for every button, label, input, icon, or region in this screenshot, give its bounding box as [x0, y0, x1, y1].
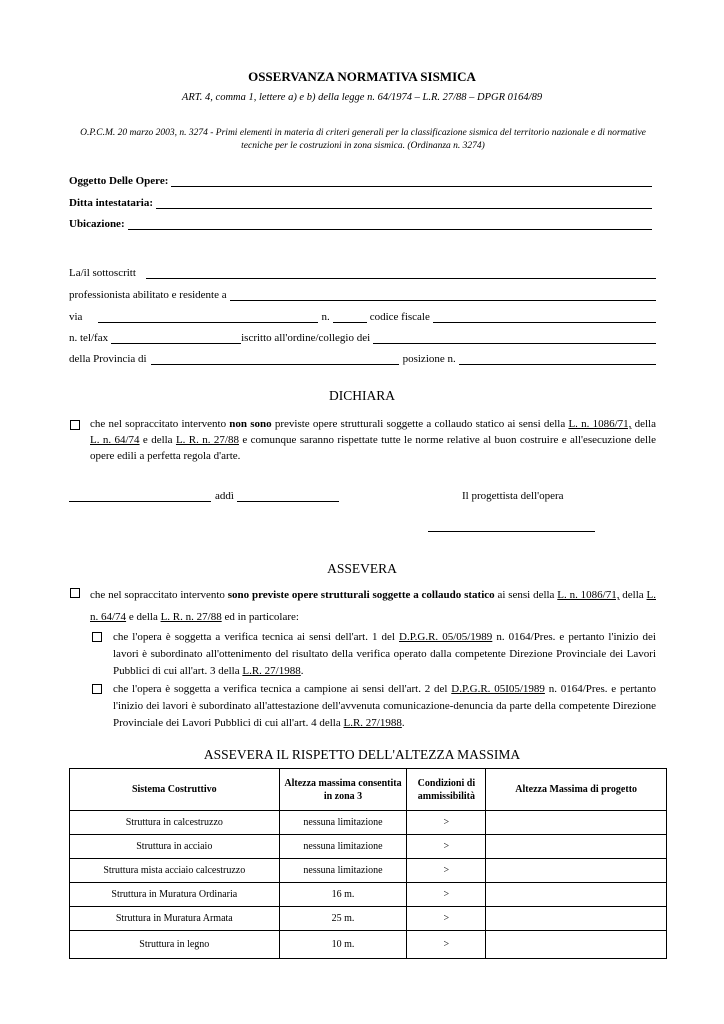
- cell-progetto-input[interactable]: [486, 859, 667, 883]
- altezza-table: [69, 768, 667, 959]
- sottoscritt-row: [69, 267, 656, 279]
- table-row: [70, 859, 667, 883]
- cell-altezza: 16 m.: [279, 883, 407, 907]
- cell-condizioni: >: [407, 859, 486, 883]
- oggetto-row: [69, 175, 652, 187]
- cell-sistema: Struttura mista acciaio calcestruzzo: [70, 859, 280, 883]
- numero-input[interactable]: [333, 311, 367, 323]
- altezza-heading: ASSEVERA IL RISPETTO DELL'ALTEZZA MASSIMA: [203, 747, 521, 762]
- via-label: via: [69, 311, 83, 323]
- via-row: [69, 311, 656, 323]
- option2-checkbox[interactable]: [92, 684, 102, 694]
- codice-fiscale-label: codice fiscale: [369, 311, 430, 323]
- ditta-input[interactable]: [156, 197, 652, 209]
- posizione-input[interactable]: [459, 353, 656, 365]
- option1-text: che l'opera è soggetta a verifica tecnica ai sensi dell'art. 1 del D.P.G.R. 05/05/1989 n. 0164/Pres. e pertanto l'inizio dei lavori è subordinato all'ottenimento del risultato della verifica operato dalla competente Direzione Provinciale dei Lavori Pubblici di cui all'art. 3 della L.R. 27/1988.: [113, 631, 656, 677]
- luogo-input[interactable]: [69, 490, 211, 502]
- assevera-text: che nel sopraccitato intervento sono previste opere strutturali soggette a collaudo statico ai sensi della L. n. 1086/71, della L. n. 64/74 e della L. R. n. 27/88 ed in particolare:: [90, 589, 656, 623]
- assevera-heading: ASSEVERA: [327, 561, 397, 576]
- posizione-label: posizione n.: [402, 353, 456, 365]
- table-row: [70, 907, 667, 931]
- tel-input[interactable]: [111, 332, 241, 344]
- dichiara-checkbox[interactable]: [70, 420, 80, 430]
- cell-altezza: nessuna limitazione: [279, 859, 407, 883]
- option2-text: che l'opera è soggetta a verifica tecnica a campione ai sensi dell'art. 2 del D.P.G.R. 05I05/1989 n. 0164/Pres. e pertanto l'inizio dei lavori è subordinato all'attestazione dell'avvenuta comunicazione-denuncia da parte della competente Direzione Provinciale dei Lavori Pubblici di cui all'art. 4 della L.R. 27/1988.: [113, 683, 656, 729]
- addi-label: addì: [215, 490, 234, 502]
- cell-progetto-input[interactable]: [486, 835, 667, 859]
- cell-sistema: Struttura in acciaio: [70, 835, 280, 859]
- tel-row: [69, 332, 656, 344]
- cell-altezza: 10 m.: [279, 931, 407, 959]
- professionista-row: [69, 289, 656, 301]
- assevera-checkbox[interactable]: [70, 588, 80, 598]
- oggetto-input[interactable]: [171, 175, 652, 187]
- header-sistema: Sistema Costruttivo: [70, 769, 280, 811]
- document-subtitle: ART. 4, comma 1, lettere a) e b) della legge n. 64/1974 – L.R. 27/88 – DPGR 0164/89: [181, 92, 543, 103]
- sottoscritt-label: La/il sottoscritt: [69, 267, 136, 279]
- cell-progetto-input[interactable]: [486, 883, 667, 907]
- table-row: [70, 883, 667, 907]
- cell-sistema: Struttura in Muratura Ordinaria: [70, 883, 280, 907]
- cell-condizioni: >: [407, 883, 486, 907]
- via-input[interactable]: [98, 311, 318, 323]
- dichiara-text: che nel sopraccitato intervento non sono previste opere strutturali soggette a collaudo statico ai sensi della L. n. 1086/71, della L. n. 64/74 e della L. R. n. 27/88 e comunque saranno rispettate tutte le norme relative al buon costruire e all'esecuzione delle opere edili a perfetta regola d'arte.: [90, 418, 657, 462]
- ubicazione-row: [69, 218, 652, 230]
- table-row: [70, 835, 667, 859]
- cell-sistema: Struttura in calcestruzzo: [70, 811, 280, 835]
- cell-condizioni: >: [407, 835, 486, 859]
- residenza-input[interactable]: [230, 289, 656, 301]
- cell-progetto-input[interactable]: [486, 907, 667, 931]
- document-title: OSSERVANZA NORMATIVA SISMICA: [248, 69, 476, 84]
- cell-progetto-input[interactable]: [486, 931, 667, 959]
- cell-altezza: nessuna limitazione: [279, 811, 407, 835]
- iscritto-label: iscritto all'ordine/collegio dei: [241, 332, 371, 344]
- cell-condizioni: >: [407, 931, 486, 959]
- oggetto-label: Oggetto Delle Opere:: [69, 175, 169, 187]
- cell-progetto-input[interactable]: [486, 811, 667, 835]
- codice-fiscale-input[interactable]: [433, 311, 656, 323]
- sottoscritt-input[interactable]: [146, 267, 656, 279]
- ordine-input[interactable]: [373, 332, 656, 344]
- progettista-label: Il progettista dell'opera: [462, 490, 564, 502]
- provincia-row: [69, 353, 656, 365]
- cell-sistema: Struttura in legno: [70, 931, 280, 959]
- professionista-label: professionista abilitato e residente a: [69, 289, 227, 301]
- numero-label: n.: [321, 311, 330, 323]
- table-row: [70, 931, 667, 959]
- firma-line[interactable]: [428, 520, 595, 532]
- cell-altezza: 25 m.: [279, 907, 407, 931]
- ubicazione-input[interactable]: [128, 218, 652, 230]
- dichiara-heading: DICHIARA: [329, 388, 395, 403]
- opcm-reference: O.P.C.M. 20 marzo 2003, n. 3274 - Primi elementi in materia di criteri generali per la classificazione sismica del territorio nazionale e di normative tecniche per le costruzioni in zona sismica. (Ordinanza n. 3274): [80, 128, 646, 151]
- tel-label: n. tel/fax: [69, 332, 109, 344]
- header-condizioni: Condizioni di ammissibilità: [407, 769, 486, 811]
- ditta-label: Ditta intestataria:: [69, 197, 154, 209]
- table-header-row: [70, 769, 667, 811]
- cell-condizioni: >: [407, 811, 486, 835]
- table-row: [70, 811, 667, 835]
- ditta-row: [69, 197, 652, 209]
- cell-sistema: Struttura in Muratura Armata: [70, 907, 280, 931]
- ubicazione-label: Ubicazione:: [69, 218, 125, 230]
- data-row: [69, 490, 349, 502]
- option1-checkbox[interactable]: [92, 632, 102, 642]
- cell-altezza: nessuna limitazione: [279, 835, 407, 859]
- data-input[interactable]: [237, 490, 339, 502]
- header-altezza-consentita: Altezza massima consentita in zona 3: [279, 769, 407, 811]
- provincia-input[interactable]: [151, 353, 399, 365]
- provincia-label: della Provincia di: [69, 353, 147, 365]
- header-altezza-progetto: Altezza Massima di progetto: [486, 769, 667, 811]
- cell-condizioni: >: [407, 907, 486, 931]
